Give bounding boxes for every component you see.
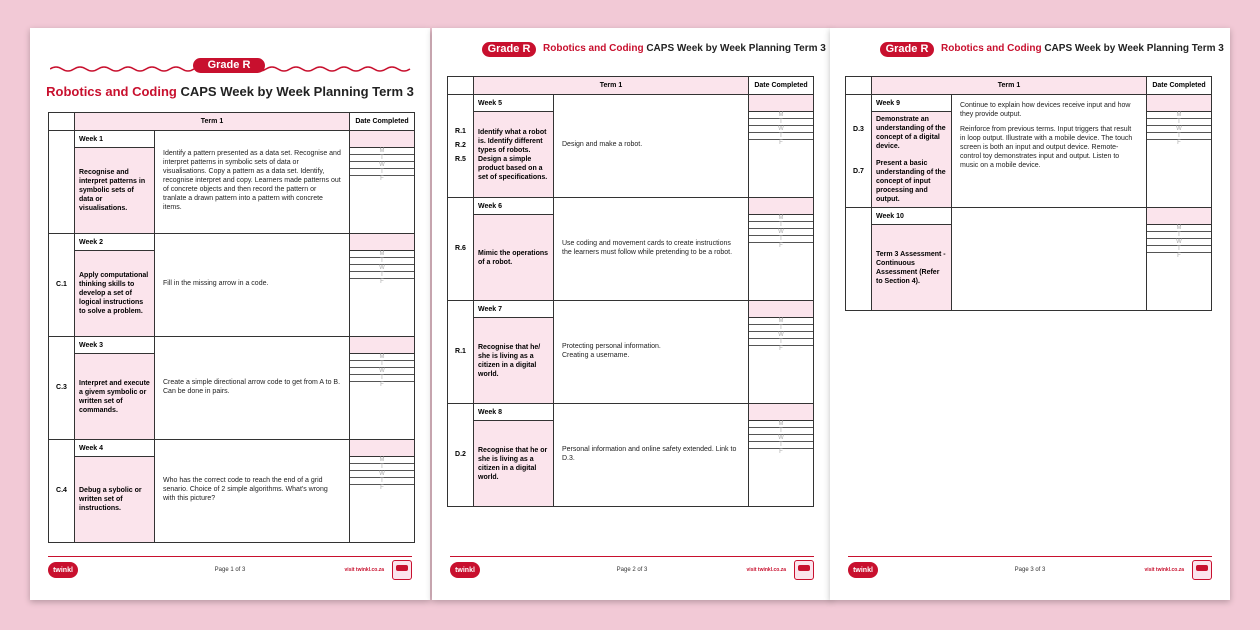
twinkl-logo[interactable]: twinkl xyxy=(450,562,480,578)
day-thursday[interactable]: T xyxy=(350,478,414,485)
week-code xyxy=(49,234,75,337)
page-footer xyxy=(48,556,412,582)
activity-text: Personal information and online safety extended. Link to D.3. xyxy=(562,445,737,462)
activity-cell xyxy=(554,198,749,301)
day-friday[interactable]: F xyxy=(380,279,384,285)
objective-cell: Recognise and interpret patterns in symbolic sets of data or visualisations. xyxy=(75,148,155,234)
day-friday[interactable]: F xyxy=(1177,140,1181,146)
activity-text: Create a simple directional arrow code to get from A to B. Can be done in pairs. xyxy=(163,378,341,395)
date-cell xyxy=(1147,225,1212,311)
date-cell xyxy=(350,354,415,440)
date-cell xyxy=(749,215,814,301)
badge-icon xyxy=(392,560,412,580)
day-wednesday[interactable]: W xyxy=(1147,126,1211,133)
grade-badge: Grade R xyxy=(482,42,536,57)
day-thursday[interactable]: T xyxy=(749,339,813,346)
site-link[interactable]: visit twinkl.co.za xyxy=(746,567,786,573)
week-code xyxy=(49,337,75,440)
date-cell xyxy=(350,251,415,337)
day-tuesday[interactable]: T xyxy=(749,222,813,229)
activity-cell xyxy=(952,95,1147,208)
code-text: R.1 R.2 R.5 xyxy=(455,128,466,163)
week-code xyxy=(49,440,75,543)
day-monday[interactable]: M xyxy=(350,354,414,361)
badge-icon xyxy=(794,560,814,580)
objective-cell xyxy=(872,112,952,208)
activity-text: Fill in the missing arrow in a code. xyxy=(163,280,269,287)
code-text: C.3 xyxy=(56,384,67,391)
date-cell xyxy=(1147,112,1212,208)
day-friday[interactable]: F xyxy=(779,449,783,455)
date-head-cell xyxy=(350,337,415,354)
title-rest: CAPS Week by Week Planning Term 3 xyxy=(1041,43,1224,54)
page-title xyxy=(941,43,1224,54)
day-tuesday[interactable]: T xyxy=(350,258,414,265)
title-accent: Robotics and Coding xyxy=(46,84,177,99)
page-number: Page 2 of 3 xyxy=(616,567,648,573)
week-label: Week 5 xyxy=(474,95,554,112)
week-label: Week 10 xyxy=(872,208,952,225)
week-label: Week 1 xyxy=(75,131,155,148)
date-head-cell xyxy=(1147,95,1212,112)
grade-badge: Grade R xyxy=(193,58,265,73)
title-accent: Robotics and Coding xyxy=(941,43,1042,54)
site-link[interactable]: visit twinkl.co.za xyxy=(344,567,384,573)
day-thursday[interactable]: T xyxy=(749,442,813,449)
date-header: Date Completed xyxy=(350,113,415,131)
day-tuesday[interactable]: T xyxy=(749,325,813,332)
day-wednesday[interactable]: W xyxy=(350,368,414,375)
day-monday[interactable]: M xyxy=(350,457,414,464)
planning-table xyxy=(447,76,814,507)
page-title xyxy=(543,43,826,54)
page-title xyxy=(30,84,430,99)
week-label: Week 6 xyxy=(474,198,554,215)
week-code xyxy=(448,95,474,198)
day-wednesday[interactable]: W xyxy=(749,229,813,236)
week-label: Week 9 xyxy=(872,95,952,112)
day-thursday[interactable]: T xyxy=(350,375,414,382)
page-footer xyxy=(848,556,1212,582)
day-tuesday[interactable]: T xyxy=(350,155,414,162)
code-text: D.3 D.7 xyxy=(853,126,864,175)
objective-cell: Recognise that he/ she is living as a citizen in a digital world. xyxy=(474,318,554,404)
term-header: Term 1 xyxy=(872,77,1147,95)
week-label: Week 3 xyxy=(75,337,155,354)
day-tuesday[interactable]: T xyxy=(350,464,414,471)
week-code xyxy=(448,301,474,404)
code-text: D.2 xyxy=(455,451,466,458)
objective-cell: Apply computational thinking skills to develop a set of logical instructions to solve a problem. xyxy=(75,251,155,337)
document-page-1 xyxy=(30,28,430,600)
day-monday[interactable]: M xyxy=(749,318,813,325)
date-header: Date Completed xyxy=(1147,77,1212,95)
page-footer xyxy=(450,556,814,582)
day-friday[interactable]: F xyxy=(779,243,783,249)
title-accent: Robotics and Coding xyxy=(543,43,644,54)
day-monday[interactable]: M xyxy=(749,112,813,119)
objective-cell: Identify what a robot is. Identify different types of robots. Design a simple product based on a set of specifications. xyxy=(474,112,554,198)
date-head-cell xyxy=(749,198,814,215)
day-friday[interactable]: F xyxy=(779,346,783,352)
term-header: Term 1 xyxy=(75,113,350,131)
planning-table xyxy=(845,76,1212,311)
day-monday[interactable]: M xyxy=(749,421,813,428)
badge-icon xyxy=(1192,560,1212,580)
date-cell xyxy=(749,112,814,198)
date-head-cell xyxy=(749,404,814,421)
day-wednesday[interactable]: W xyxy=(350,162,414,169)
activity-cell xyxy=(554,404,749,507)
day-wednesday[interactable]: W xyxy=(350,471,414,478)
week-code xyxy=(448,198,474,301)
week-code xyxy=(448,404,474,507)
date-cell xyxy=(350,148,415,234)
day-friday[interactable]: F xyxy=(1177,253,1181,259)
day-wednesday[interactable]: W xyxy=(1147,239,1211,246)
week-label: Week 8 xyxy=(474,404,554,421)
objective-cell: Term 3 Assessment - Continuous Assessment (Refer to Section 4). xyxy=(872,225,952,311)
activity-text: Who has the correct code to reach the end of a grid senario. Choice of 2 simple algorithms. What's wrong with this picture? xyxy=(163,477,328,502)
day-tuesday[interactable]: T xyxy=(1147,232,1211,239)
date-head-cell xyxy=(350,440,415,457)
week-code xyxy=(846,95,872,208)
day-thursday[interactable]: T xyxy=(749,133,813,140)
objective-cell: Interpret and execute a givem symbolic or written set of commands. xyxy=(75,354,155,440)
corner-cell xyxy=(448,77,474,95)
code-text: R.6 xyxy=(455,245,466,252)
activity-cell xyxy=(554,95,749,198)
title-rest: CAPS Week by Week Planning Term 3 xyxy=(176,84,414,99)
code-spacer xyxy=(49,131,75,234)
day-monday[interactable]: M xyxy=(1147,225,1211,232)
week-label: Week 2 xyxy=(75,234,155,251)
week-label: Week 7 xyxy=(474,301,554,318)
page-header xyxy=(830,42,1230,62)
day-wednesday[interactable]: W xyxy=(749,332,813,339)
activity-cell xyxy=(952,208,1147,311)
activity-text: Continue to explain how devices receive input and how they provide output. xyxy=(960,102,1131,118)
date-head-cell xyxy=(350,234,415,251)
date-head-cell xyxy=(350,131,415,148)
date-head-cell xyxy=(749,95,814,112)
day-thursday[interactable]: T xyxy=(1147,246,1211,253)
day-tuesday[interactable]: T xyxy=(350,361,414,368)
date-header: Date Completed xyxy=(749,77,814,95)
page-header xyxy=(432,42,832,62)
day-thursday[interactable]: T xyxy=(350,272,414,279)
day-wednesday[interactable]: W xyxy=(350,265,414,272)
date-head-cell xyxy=(749,301,814,318)
day-monday[interactable]: M xyxy=(1147,112,1211,119)
site-link[interactable]: visit twinkl.co.za xyxy=(1144,567,1184,573)
objective-text: Demonstrate an understanding of the concept of a digital device. xyxy=(876,116,946,150)
grade-badge: Grade R xyxy=(880,42,934,57)
page-number: Page 1 of 3 xyxy=(214,567,246,573)
day-friday[interactable]: F xyxy=(779,140,783,146)
page-number: Page 3 of 3 xyxy=(1014,567,1046,573)
day-friday[interactable]: F xyxy=(380,176,384,182)
date-cell xyxy=(350,457,415,543)
activity-cell xyxy=(155,440,350,543)
corner-cell xyxy=(49,113,75,131)
activity-text: Creating a username. xyxy=(562,351,630,359)
day-monday[interactable]: M xyxy=(350,251,414,258)
document-page-3 xyxy=(830,28,1230,600)
day-thursday[interactable]: T xyxy=(749,236,813,243)
activity-cell xyxy=(554,301,749,404)
day-monday[interactable]: M xyxy=(350,148,414,155)
day-thursday[interactable]: T xyxy=(1147,133,1211,140)
objective-text: Present a basic understanding of the concept of input processing and output. xyxy=(876,160,946,203)
activity-cell xyxy=(155,337,350,440)
activity-text: Identify a pattern presented as a data set. Recognise and interpret patterns in symbolic sets of data or visualisations. Copy a pattern as a data set. Identify, recognise interpret and copy. Learners made patterns out of concrete objects and then record the pattern or tranlate a drawn pattern into a pattern with concrete items. xyxy=(163,150,341,211)
code-text: C.4 xyxy=(56,487,67,494)
activity-text: Protecting personal information. xyxy=(562,342,661,350)
twinkl-logo[interactable]: twinkl xyxy=(48,562,78,578)
activity-text: Reinforce from previous terms. Input triggers that result in loop output. Illustrate with a mobile device. The touch screen is both an input and output device. Remote-control toy demonstrates input and output. Listen to music on a mobile device. xyxy=(960,126,1133,169)
week-code xyxy=(846,208,872,311)
objective-cell: Mimic the operations of a robot. xyxy=(474,215,554,301)
day-wednesday[interactable]: W xyxy=(749,126,813,133)
activity-text: Design and make a robot. xyxy=(562,141,643,148)
date-head-cell xyxy=(1147,208,1212,225)
objective-cell: Debug a sybolic or written set of instructions. xyxy=(75,457,155,543)
day-friday[interactable]: F xyxy=(380,382,384,388)
code-text: R.1 xyxy=(455,348,466,355)
day-monday[interactable]: M xyxy=(749,215,813,222)
twinkl-logo[interactable]: twinkl xyxy=(848,562,878,578)
date-cell xyxy=(749,318,814,404)
day-wednesday[interactable]: W xyxy=(749,435,813,442)
corner-cell xyxy=(846,77,872,95)
week-label: Week 4 xyxy=(75,440,155,457)
activity-text: Use coding and movement cards to create instructions the learners must follow while pretending to be a robot. xyxy=(562,239,733,256)
term-header: Term 1 xyxy=(474,77,749,95)
objective-cell: Recognise that he or she is living as a citizen in a digital world. xyxy=(474,421,554,507)
day-friday[interactable]: F xyxy=(380,485,384,491)
document-page-2 xyxy=(432,28,832,600)
activity-cell xyxy=(155,234,350,337)
day-tuesday[interactable]: T xyxy=(749,119,813,126)
day-tuesday[interactable]: T xyxy=(1147,119,1211,126)
code-text: C.1 xyxy=(56,281,67,288)
day-tuesday[interactable]: T xyxy=(749,428,813,435)
planning-table xyxy=(48,112,415,543)
activity-cell xyxy=(155,131,350,234)
day-thursday[interactable]: T xyxy=(350,169,414,176)
date-cell xyxy=(749,421,814,507)
title-rest: CAPS Week by Week Planning Term 3 xyxy=(643,43,826,54)
